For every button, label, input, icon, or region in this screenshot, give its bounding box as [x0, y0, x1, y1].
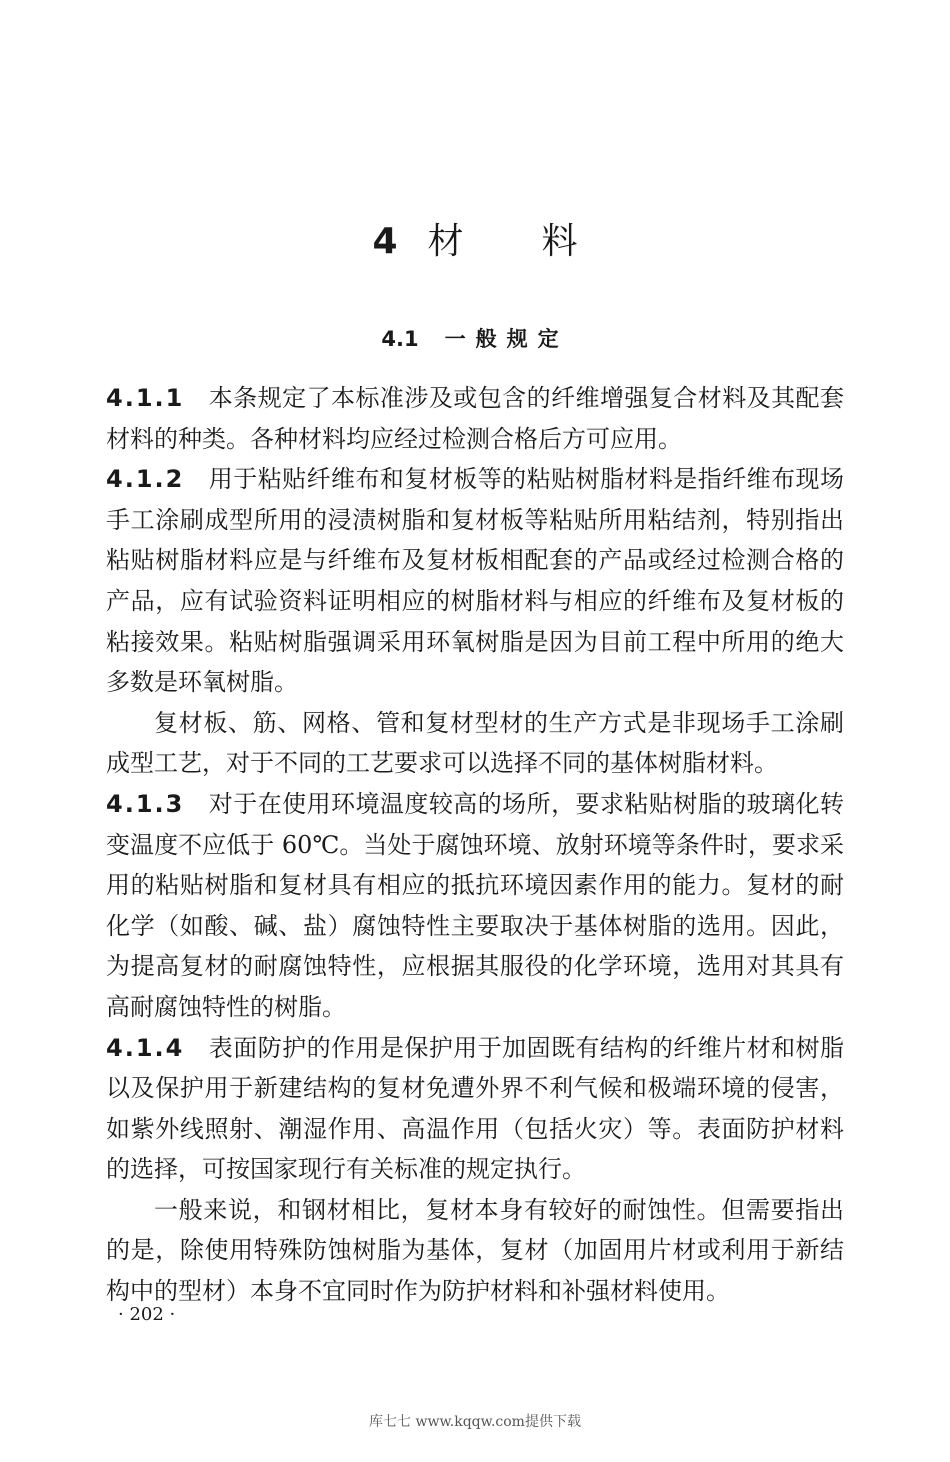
paragraph-4-1-2-continued: [106, 703, 844, 784]
paragraph-text: 一般来说，和钢材相比，复材本身有较好的耐蚀性。但需要指出的是，除使用特殊防蚀树脂为基体，复材（加固用片材或利用于新结构中的型材）本身不宜同时作为防护材料和补强材料使用。: [106, 1195, 844, 1306]
paragraph-text: 复材板、筋、网格、管和复材型材的生产方式是非现场手工涂刷成型工艺，对于不同的工艺要求可以选择不同的基体树脂材料。: [106, 708, 844, 778]
chapter-number: 4: [372, 221, 398, 262]
page-number: · 202 ·: [118, 1304, 176, 1325]
paragraph-text: 表面防护的作用是保护用于加固既有结构的纤维片材和树脂以及保护用于新建结构的复材免遭外界不利气候和极端环境的侵害，如紫外线照射、潮湿作用、高温作用（包括火灾）等。表面防护材料的选择，可按国家现行有关标准的规定执行。: [106, 1033, 844, 1184]
clause-number: 4.1.1: [106, 384, 185, 412]
paragraph-4-1-1: [106, 378, 844, 459]
clause-number: 4.1.3: [106, 789, 185, 818]
clause-number: 4.1.2: [106, 465, 185, 494]
section-title: [0, 322, 950, 356]
chapter-name: 材料: [427, 221, 656, 262]
download-source-footer: 库七七 www.kqqw.com提供下载: [369, 1414, 581, 1430]
body-text: [106, 378, 844, 1312]
paragraph-4-1-3: [106, 784, 844, 1028]
section-number: 4.1: [381, 327, 419, 351]
section-name: 一般规定: [444, 327, 569, 351]
clause-number: 4.1.4: [106, 1033, 185, 1062]
paragraph-4-1-4: [106, 1028, 844, 1190]
paragraph-text: 用于粘贴纤维布和复材板等的粘贴树脂材料是指纤维布现场手工涂刷成型所用的浸渍树脂和复材板等粘贴所用粘结剂，特别指出粘贴树脂材料应是与纤维布及复材板相配套的产品或经过检测合格的产品，应有试验资料证明相应的树脂材料与相应的纤维布及复材板的粘接效果。粘贴树脂强调采用环氧树脂是因为目前工程中所用的绝大多数是环氧树脂。: [106, 465, 844, 697]
paragraph-4-1-2: [106, 459, 844, 703]
chapter-title: [0, 218, 950, 266]
paragraph-text: 本条规定了本标准涉及或包含的纤维增强复合材料及其配套材料的种类。各种材料均应经过检测合格后方可应用。: [106, 384, 844, 453]
paragraph-text: 对于在使用环境温度较高的场所，要求粘贴树脂的玻璃化转变温度不应低于 60℃。当处于腐蚀环境、放射环境等条件时，要求采用的粘贴树脂和复材具有相应的抵抗环境因素作用的能力。复材的耐化学（如酸、碱、盐）腐蚀特性主要取决于基体树脂的选用。因此，为提高复材的耐腐蚀特性，应根据其服役的化学环境，选用对其具有高耐腐蚀特性的树脂。: [106, 789, 844, 1021]
paragraph-4-1-4-continued: [106, 1190, 844, 1312]
